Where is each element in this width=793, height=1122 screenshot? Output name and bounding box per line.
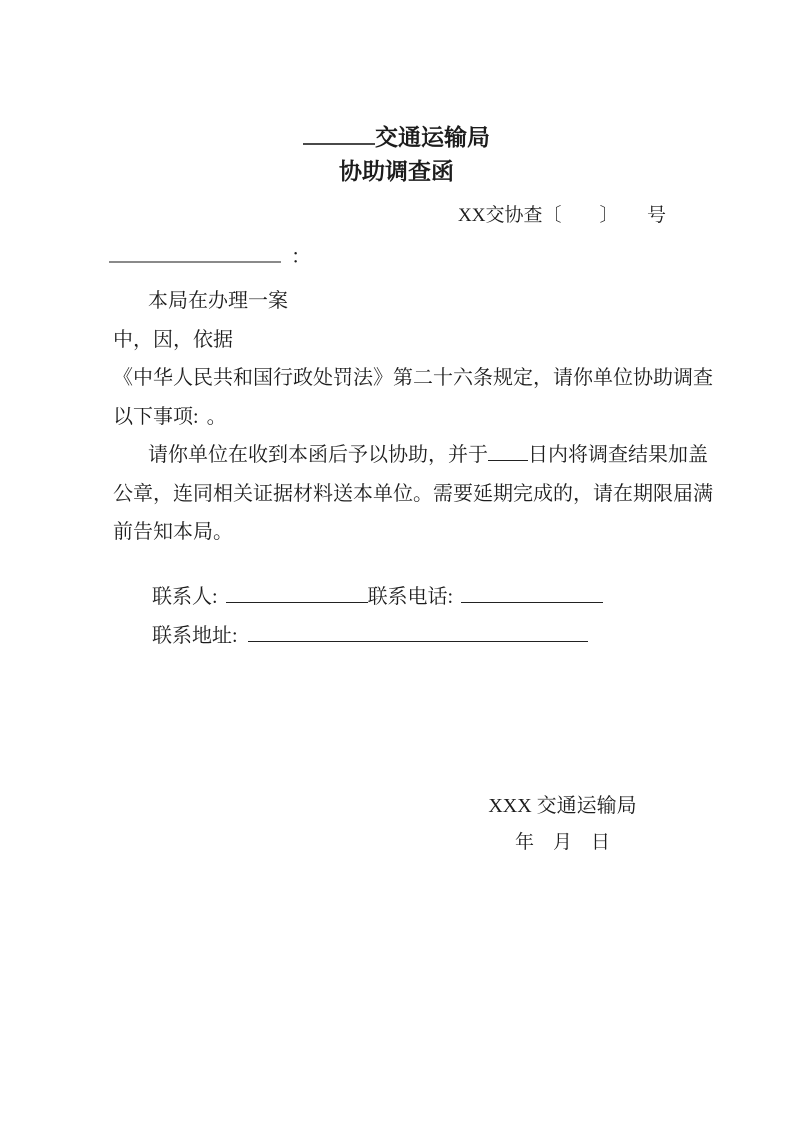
- body-line-4-text-b: 。: [206, 405, 227, 428]
- addressee-blank: [109, 261, 281, 263]
- body-line-5-text-b: 日内将调查结果加盖: [528, 444, 708, 466]
- document-number: XX交协查〔 〕 号: [458, 205, 666, 226]
- contact-phone-blank: [461, 601, 603, 603]
- contact-line-person-phone: [113, 578, 680, 618]
- body-line-3-text: 《中华人民共和国行政处罚法》第二十六条规定，请你单位协助调查: [113, 367, 713, 389]
- contact-person-blank: [226, 601, 368, 603]
- signature-org: XXX 交通运输局: [488, 795, 637, 817]
- body-line-4: [113, 398, 680, 437]
- body-line-2: [113, 321, 680, 360]
- signature-date: 年 月 日: [514, 832, 610, 853]
- contact-address-blank: [248, 640, 588, 642]
- body-line-2-text-a: 中，因: [113, 328, 173, 351]
- body-line-1: [113, 282, 680, 321]
- contact-phone-label: 联系电话:: [367, 585, 454, 608]
- addressee-line: [113, 242, 680, 272]
- contact-address-label: 联系地址:: [152, 625, 238, 647]
- contact-line-address: [113, 617, 680, 657]
- contact-person-label: 联系人:: [152, 585, 218, 608]
- body-text: [113, 282, 713, 552]
- body-line-1-text-b: 一案: [248, 290, 288, 312]
- body-line-3: [113, 359, 713, 398]
- addressee-colon: ：: [291, 246, 311, 268]
- contact-section: [113, 578, 680, 657]
- body-line-6-text: 公章，连同相关证据材料送本单位。需要延期完成的，请在期限届满: [113, 482, 713, 505]
- body-line-6: [113, 475, 713, 514]
- body-line-2-text-b: ，依据: [173, 328, 233, 351]
- body-line-4-text-a: 以下事项:: [113, 405, 199, 428]
- org-name-blank: [303, 143, 375, 145]
- days-blank: [488, 459, 528, 461]
- document-title-org-line: [113, 120, 680, 154]
- body-line-5: [113, 436, 708, 475]
- document-title: 协助调查函: [339, 158, 454, 184]
- body-line-5-text-a: 请你单位在收到本函后予以协助，并于: [148, 444, 488, 466]
- org-name-text: 交通运输局: [375, 124, 490, 150]
- body-line-1-text-a: 本局在办理: [148, 290, 248, 312]
- body-line-7: [113, 513, 680, 552]
- body-line-7-text: 前告知本局。: [113, 521, 233, 543]
